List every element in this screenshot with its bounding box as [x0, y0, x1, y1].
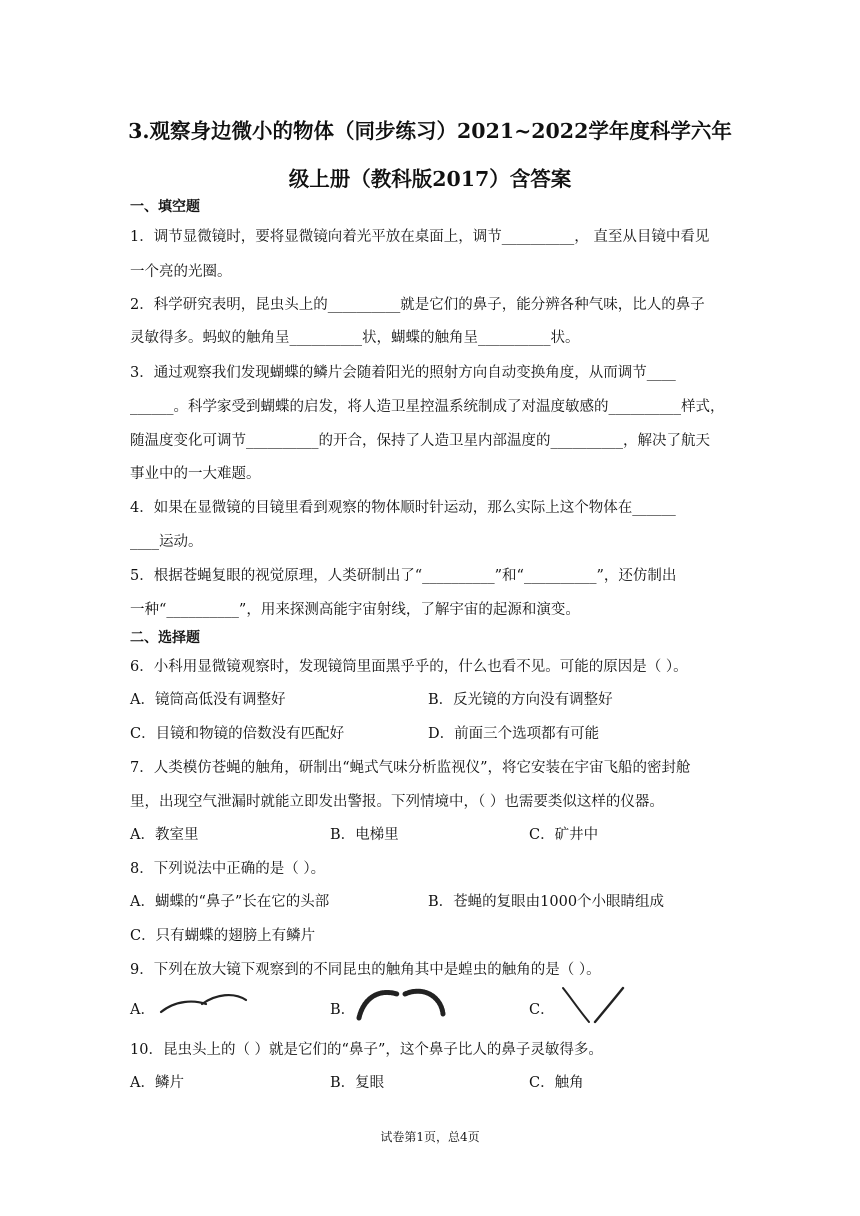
q10-option-a[interactable]: A．鳞片 [130, 1075, 184, 1091]
q9-option-a[interactable]: A． [130, 1002, 155, 1018]
q6-stem: 6．小科用显微镜观察时，发现镜筒里面黑乎乎的，什么也看不见。可能的原因是（ ）。 [130, 659, 688, 675]
q9-stem: 9．下列在放大镜下观察到的不同昆虫的触角其中是蝗虫的触角的是（ ）。 [130, 962, 601, 978]
q4-line-1: 4．如果在显微镜的目镜里看到观察的物体顺时针运动，那么实际上这个物体在______ [130, 500, 676, 516]
section-heading-fill-in: 一、填空题 [130, 199, 200, 215]
antenna-filiform-icon [158, 990, 248, 1020]
page-title [110, 107, 750, 203]
q8-stem: 8．下列说法中正确的是（ ）。 [130, 861, 326, 877]
q8-option-b[interactable]: B．苍蝇的复眼由1000个小眼睛组成 [428, 894, 665, 910]
page-footer: 试卷第1页，总4页 [380, 1130, 480, 1144]
q7-option-c[interactable]: C．矿井中 [529, 827, 599, 843]
q6-option-c[interactable]: C．目镜和物镜的倍数没有匹配好 [130, 726, 345, 742]
q4-line-2: ____运动。 [130, 534, 203, 550]
q3-line-2: ______。科学家受到蝴蝶的启发，将人造卫星控温系统制成了对温度敏感的__________样式， [130, 399, 725, 415]
q10-stem: 10．昆虫头上的（ ）就是它们的“鼻子”，这个鼻子比人的鼻子灵敏得多。 [130, 1042, 603, 1058]
section-heading-choice: 二、选择题 [130, 630, 200, 646]
q8-option-c[interactable]: C．只有蝴蝶的翅膀上有鳞片 [130, 928, 316, 944]
q8-option-a[interactable]: A．蝴蝶的“鼻子”长在它的头部 [130, 894, 330, 910]
q2-line-1: 2．科学研究表明，昆虫头上的__________就是它们的鼻子，能分辨各种气味，比人的鼻子 [130, 297, 705, 313]
q5-line-2: 一种“__________”，用来探测高能宇宙射线，了解宇宙的起源和演变。 [130, 602, 580, 618]
q10-option-c[interactable]: C．触角 [529, 1075, 584, 1091]
q9-option-b[interactable]: B． [330, 1002, 356, 1018]
q7-stem-line-1: 7．人类模仿苍蝇的触角，研制出“蝇式气味分析监视仪”，将它安装在宇宙飞船的密封舱 [130, 760, 691, 776]
q3-line-4: 事业中的一大难题。 [130, 466, 261, 482]
q7-option-a[interactable]: A．教室里 [130, 827, 199, 843]
q7-stem-line-2: 里，出现空气泄漏时就能立即发出警报。下列情境中，（ ）也需要类似这样的仪器。 [130, 794, 664, 810]
title-line-2: 级上册（教科版2017）含答案 [288, 167, 572, 191]
q9-option-c[interactable]: C． [529, 1002, 555, 1018]
q6-option-b[interactable]: B．反光镜的方向没有调整好 [428, 692, 613, 708]
q5-line-1: 5．根据苍蝇复眼的视觉原理，人类研制出了“__________”和“__________”，还仿制出 [130, 568, 677, 584]
q1-line-2: 一个亮的光圈。 [130, 264, 232, 280]
q6-option-d[interactable]: D．前面三个选项都有可能 [428, 726, 600, 742]
title-line-1: 3.观察身边微小的物体（同步练习）2021~2022学年度科学六年 [128, 119, 732, 143]
antenna-feathered-icon [355, 982, 447, 1024]
q10-option-b[interactable]: B．复眼 [330, 1075, 385, 1091]
q3-line-3: 随温度变化可调节__________的开合，保持了人造卫星内部温度的__________，解决了航天 [130, 433, 710, 449]
antenna-knobbed-icon [557, 984, 629, 1026]
q7-option-b[interactable]: B．电梯里 [330, 827, 399, 843]
q2-line-2: 灵敏得多。蚂蚁的触角呈__________状，蝴蝶的触角呈__________状。 [130, 330, 580, 346]
q6-option-a[interactable]: A．镜筒高低没有调整好 [130, 692, 286, 708]
q3-line-1: 3．通过观察我们发现蝴蝶的鳞片会随着阳光的照射方向自动变换角度，从而调节____ [130, 365, 676, 381]
q1-line-1: 1．调节显微镜时，要将显微镜向着光平放在桌面上，调节__________， 直至从目镜中看见 [130, 229, 710, 245]
